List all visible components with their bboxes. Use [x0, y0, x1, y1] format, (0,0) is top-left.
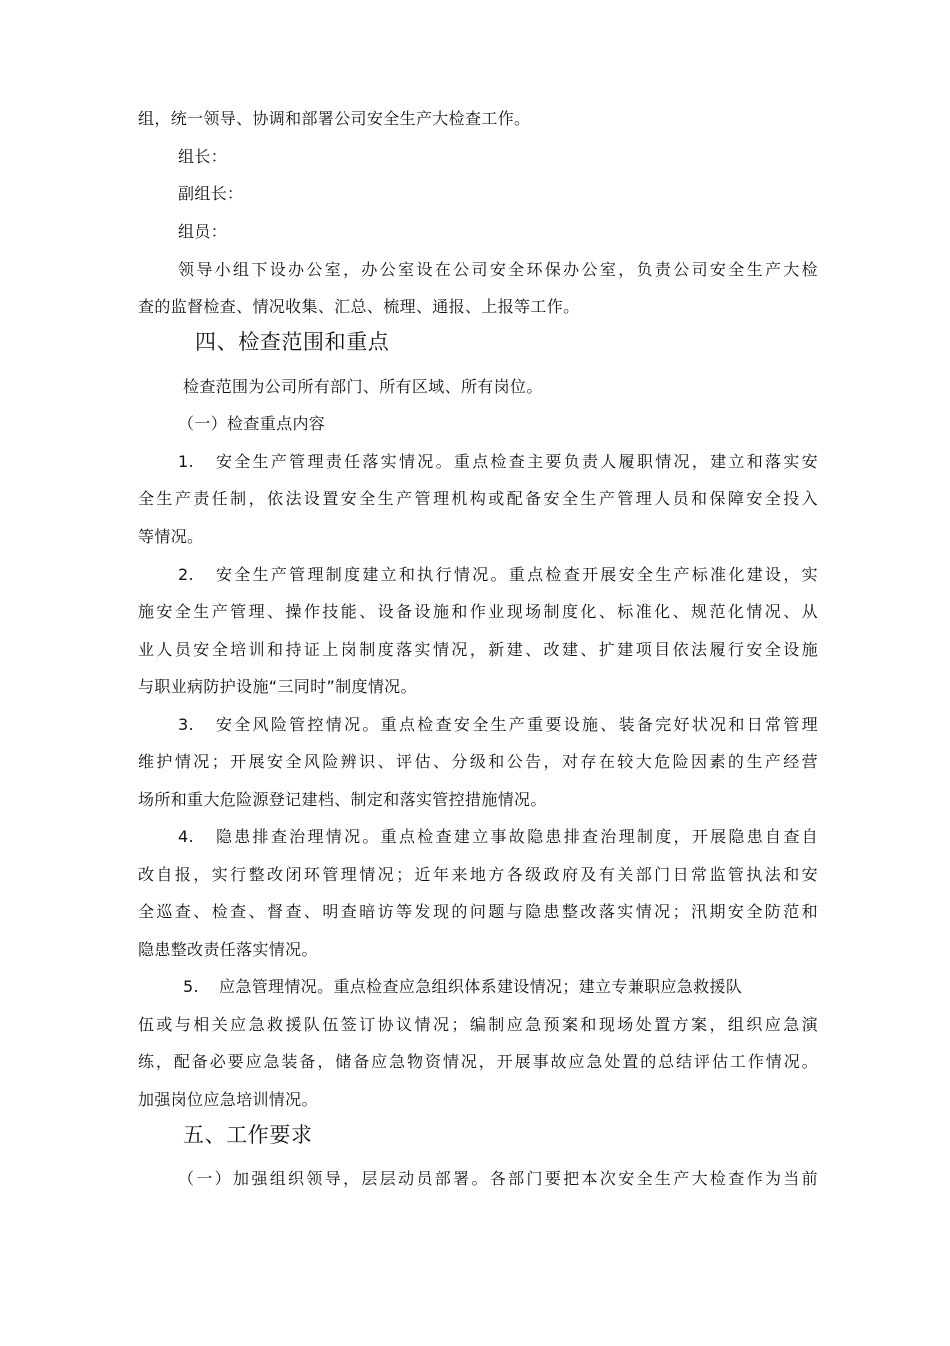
item-2-line: 业人员安全培训和持证上岗制度落实情况，新建、改建、扩建项目依法履行安全设施	[138, 640, 818, 659]
item-1-line: 等情况。	[138, 527, 204, 546]
office-paragraph-line: 领导小组下设办公室，办公室设在公司安全环保办公室，负责公司安全生产大检	[178, 260, 818, 279]
item-3-line: 维护情况；开展安全风险辨识、评估、分级和公告，对存在较大危险因素的生产经营	[138, 752, 818, 771]
group-leader-label: 组长：	[178, 147, 228, 166]
item-5-line: 练，配备必要应急装备，储备应急物资情况，开展事故应急处置的总结评估工作情况。	[138, 1052, 818, 1071]
item-2-line: 施安全生产管理、操作技能、设备设施和作业现场制度化、标准化、规范化情况、从	[138, 602, 818, 621]
subsection-heading: （一）检查重点内容	[178, 414, 326, 433]
section-four-heading: 四、检查范围和重点	[195, 330, 390, 354]
item-3-first-line	[178, 714, 818, 736]
item-4-first-line	[178, 826, 818, 848]
item-3-line: 场所和重大危险源登记建档、制定和落实管控措施情况。	[138, 790, 547, 809]
item-1-first-line	[178, 451, 818, 473]
deputy-leader-label: 副组长：	[178, 184, 244, 203]
item-text: 安全风险管控情况。重点检查安全生产重要设施、装备完好状况和日常管理	[214, 715, 818, 734]
scope-statement: 检查范围为公司所有部门、所有区域、所有岗位。	[183, 377, 543, 396]
item-5-line: 伍或与相关应急救援队伍签订协议情况；编制应急预案和现场处置方案，组织应急演	[138, 1015, 818, 1034]
item-text: 隐患排查治理情况。重点检查建立事故隐患排查治理制度，开展隐患自查自	[214, 827, 818, 846]
intro-continuation: 组，统一领导、协调和部署公司安全生产大检查工作。	[138, 109, 531, 128]
item-4-line: 全巡查、检查、督查、明查暗访等发现的问题与隐患整改落实情况；汛期安全防范和	[138, 902, 818, 921]
item-number: 2.	[178, 565, 194, 584]
section-five-heading: 五、工作要求	[183, 1123, 313, 1147]
item-number: 4.	[178, 827, 194, 846]
item-5-first-line	[183, 976, 742, 998]
item-4-line: 隐患整改责任落实情况。	[138, 940, 318, 959]
item-5-line: 加强岗位应急培训情况。	[138, 1090, 318, 1109]
item-number: 3.	[178, 715, 194, 734]
item-text: 应急管理情况。重点检查应急组织体系建设情况；建立专兼职应急救援队	[219, 977, 743, 996]
item-number: 1.	[178, 452, 194, 471]
item-2-line: 与职业病防护设施“三同时”制度情况。	[138, 677, 417, 696]
item-text: 安全生产管理责任落实情况。重点检查主要负责人履职情况，建立和落实安	[214, 452, 818, 471]
item-2-first-line	[178, 564, 818, 586]
item-number: 5.	[183, 977, 199, 996]
item-text: 安全生产管理制度建立和执行情况。重点检查开展安全生产标准化建设，实	[214, 565, 818, 584]
members-label: 组员：	[178, 222, 228, 241]
requirement-one-line: （一）加强组织领导，层层动员部署。各部门要把本次安全生产大检查作为当前	[178, 1169, 818, 1188]
item-4-line: 改自报，实行整改闭环管理情况；近年来地方各级政府及有关部门日常监管执法和安	[138, 865, 818, 884]
item-1-line: 全生产责任制，依法设置安全生产管理机构或配备安全生产管理人员和保障安全投入	[138, 489, 818, 508]
office-paragraph-line: 查的监督检查、情况收集、汇总、梳理、通报、上报等工作。	[138, 297, 580, 316]
